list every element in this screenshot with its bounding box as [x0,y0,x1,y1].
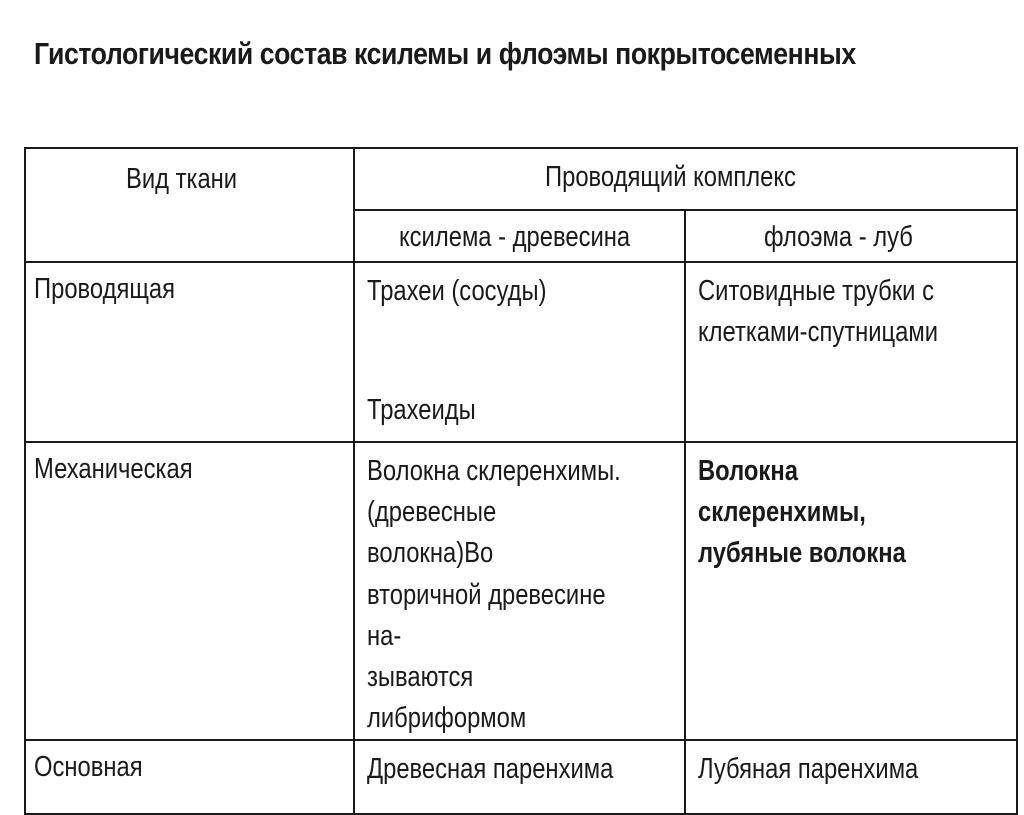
header-conducting-complex: Проводящий комплекс [354,148,1017,210]
row-label-conducting: Проводящая [25,262,354,442]
cell-xylem-conducting [354,262,685,442]
table-row [25,740,1017,814]
header-row [25,148,1017,210]
table-row [25,442,1017,740]
table-row [25,262,1017,442]
histology-table [24,147,1016,786]
header-xylem: ксилема - древесина [354,210,685,262]
row-label-mechanical: Механическая [25,442,354,740]
document-title: Гистологический состав ксилемы и флоэмы покрытосеменных [34,36,856,71]
cell-phloem-conducting: Ситовидные трубки с клетками-спутницами [685,262,1017,442]
cell-phloem-ground: Лубяная паренхима [685,740,1017,814]
cell-line: Трахеиды [367,393,476,426]
header-phloem: флоэма - луб [685,210,1017,262]
header-tissue-type: Вид ткани [25,148,354,262]
cell-phloem-mechanical: Волокна склеренхимы, лубяные волокна [685,442,1017,740]
row-label-ground: Основная [25,740,354,814]
cell-xylem-mechanical: Волокна склеренхимы. (древесные волокна)Во вторичной древесине на- зываются либриформом [354,442,685,740]
cell-xylem-ground: Древесная паренхима [354,740,685,814]
cell-line: Трахеи (сосуды) [367,275,547,307]
